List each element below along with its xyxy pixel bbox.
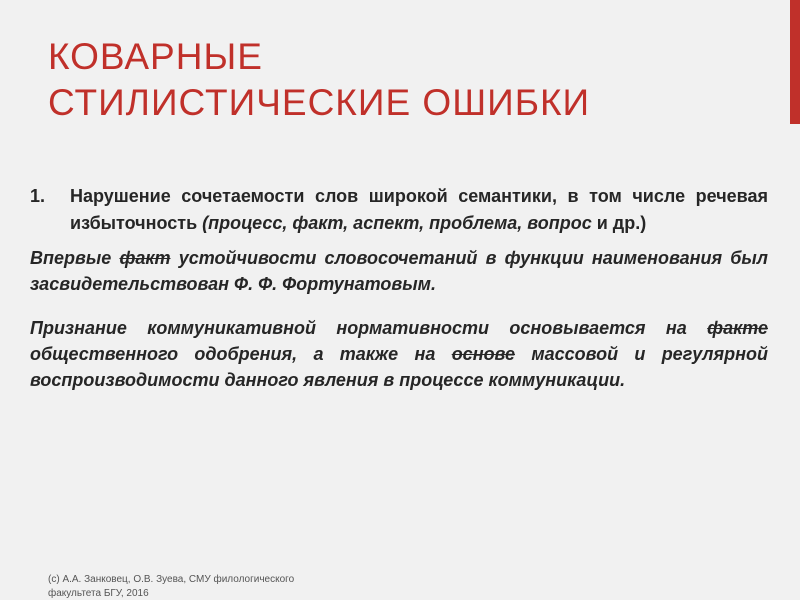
title-line-1: КОВАРНЫЕ: [48, 36, 263, 77]
example-2-part-3: массовой и регулярной воспроизводимости данного явления в процессе коммуникации.: [30, 344, 768, 390]
list-item-text: [70, 183, 768, 237]
example-2-part-1: Признание коммуникативной нормативности основывается на: [30, 318, 687, 338]
struck-word-osnove: основе: [451, 344, 515, 364]
struck-word-fakte: факте: [707, 318, 768, 338]
example-1-part-2: устойчивости словосочетаний в функции наименования был засвидетельствован Ф. Ф. Фортунатовым.: [30, 248, 768, 294]
accent-bar: [790, 0, 800, 124]
item-text-plain: Нарушение сочетаемости слов широкой семантики, в том числе речевая избыточность: [70, 186, 768, 233]
footer-credits: [48, 573, 368, 600]
slide-title: [48, 34, 748, 126]
list-item-number: 1.: [30, 186, 46, 206]
slide-content: [30, 183, 768, 411]
item-text-tail: и др.): [596, 213, 647, 233]
example-paragraph-1: [30, 245, 768, 297]
example-1-part-1: Впервые: [30, 248, 112, 268]
footer-line-2: факультета БГУ, 2016: [48, 588, 149, 599]
list-item-1: [30, 183, 768, 237]
title-line-2: СТИЛИСТИЧЕСКИЕ ОШИБКИ: [48, 82, 591, 123]
example-2-part-2: общественного одобрения, а также на: [30, 344, 436, 364]
item-text-italic: (процесс, факт, аспект, проблема, вопрос: [202, 213, 592, 233]
footer-line-1: (с) А.А. Занковец, О.В. Зуева, СМУ филологического: [48, 574, 295, 585]
example-paragraph-2: [30, 315, 768, 393]
struck-word-fakt: факт: [119, 248, 171, 268]
